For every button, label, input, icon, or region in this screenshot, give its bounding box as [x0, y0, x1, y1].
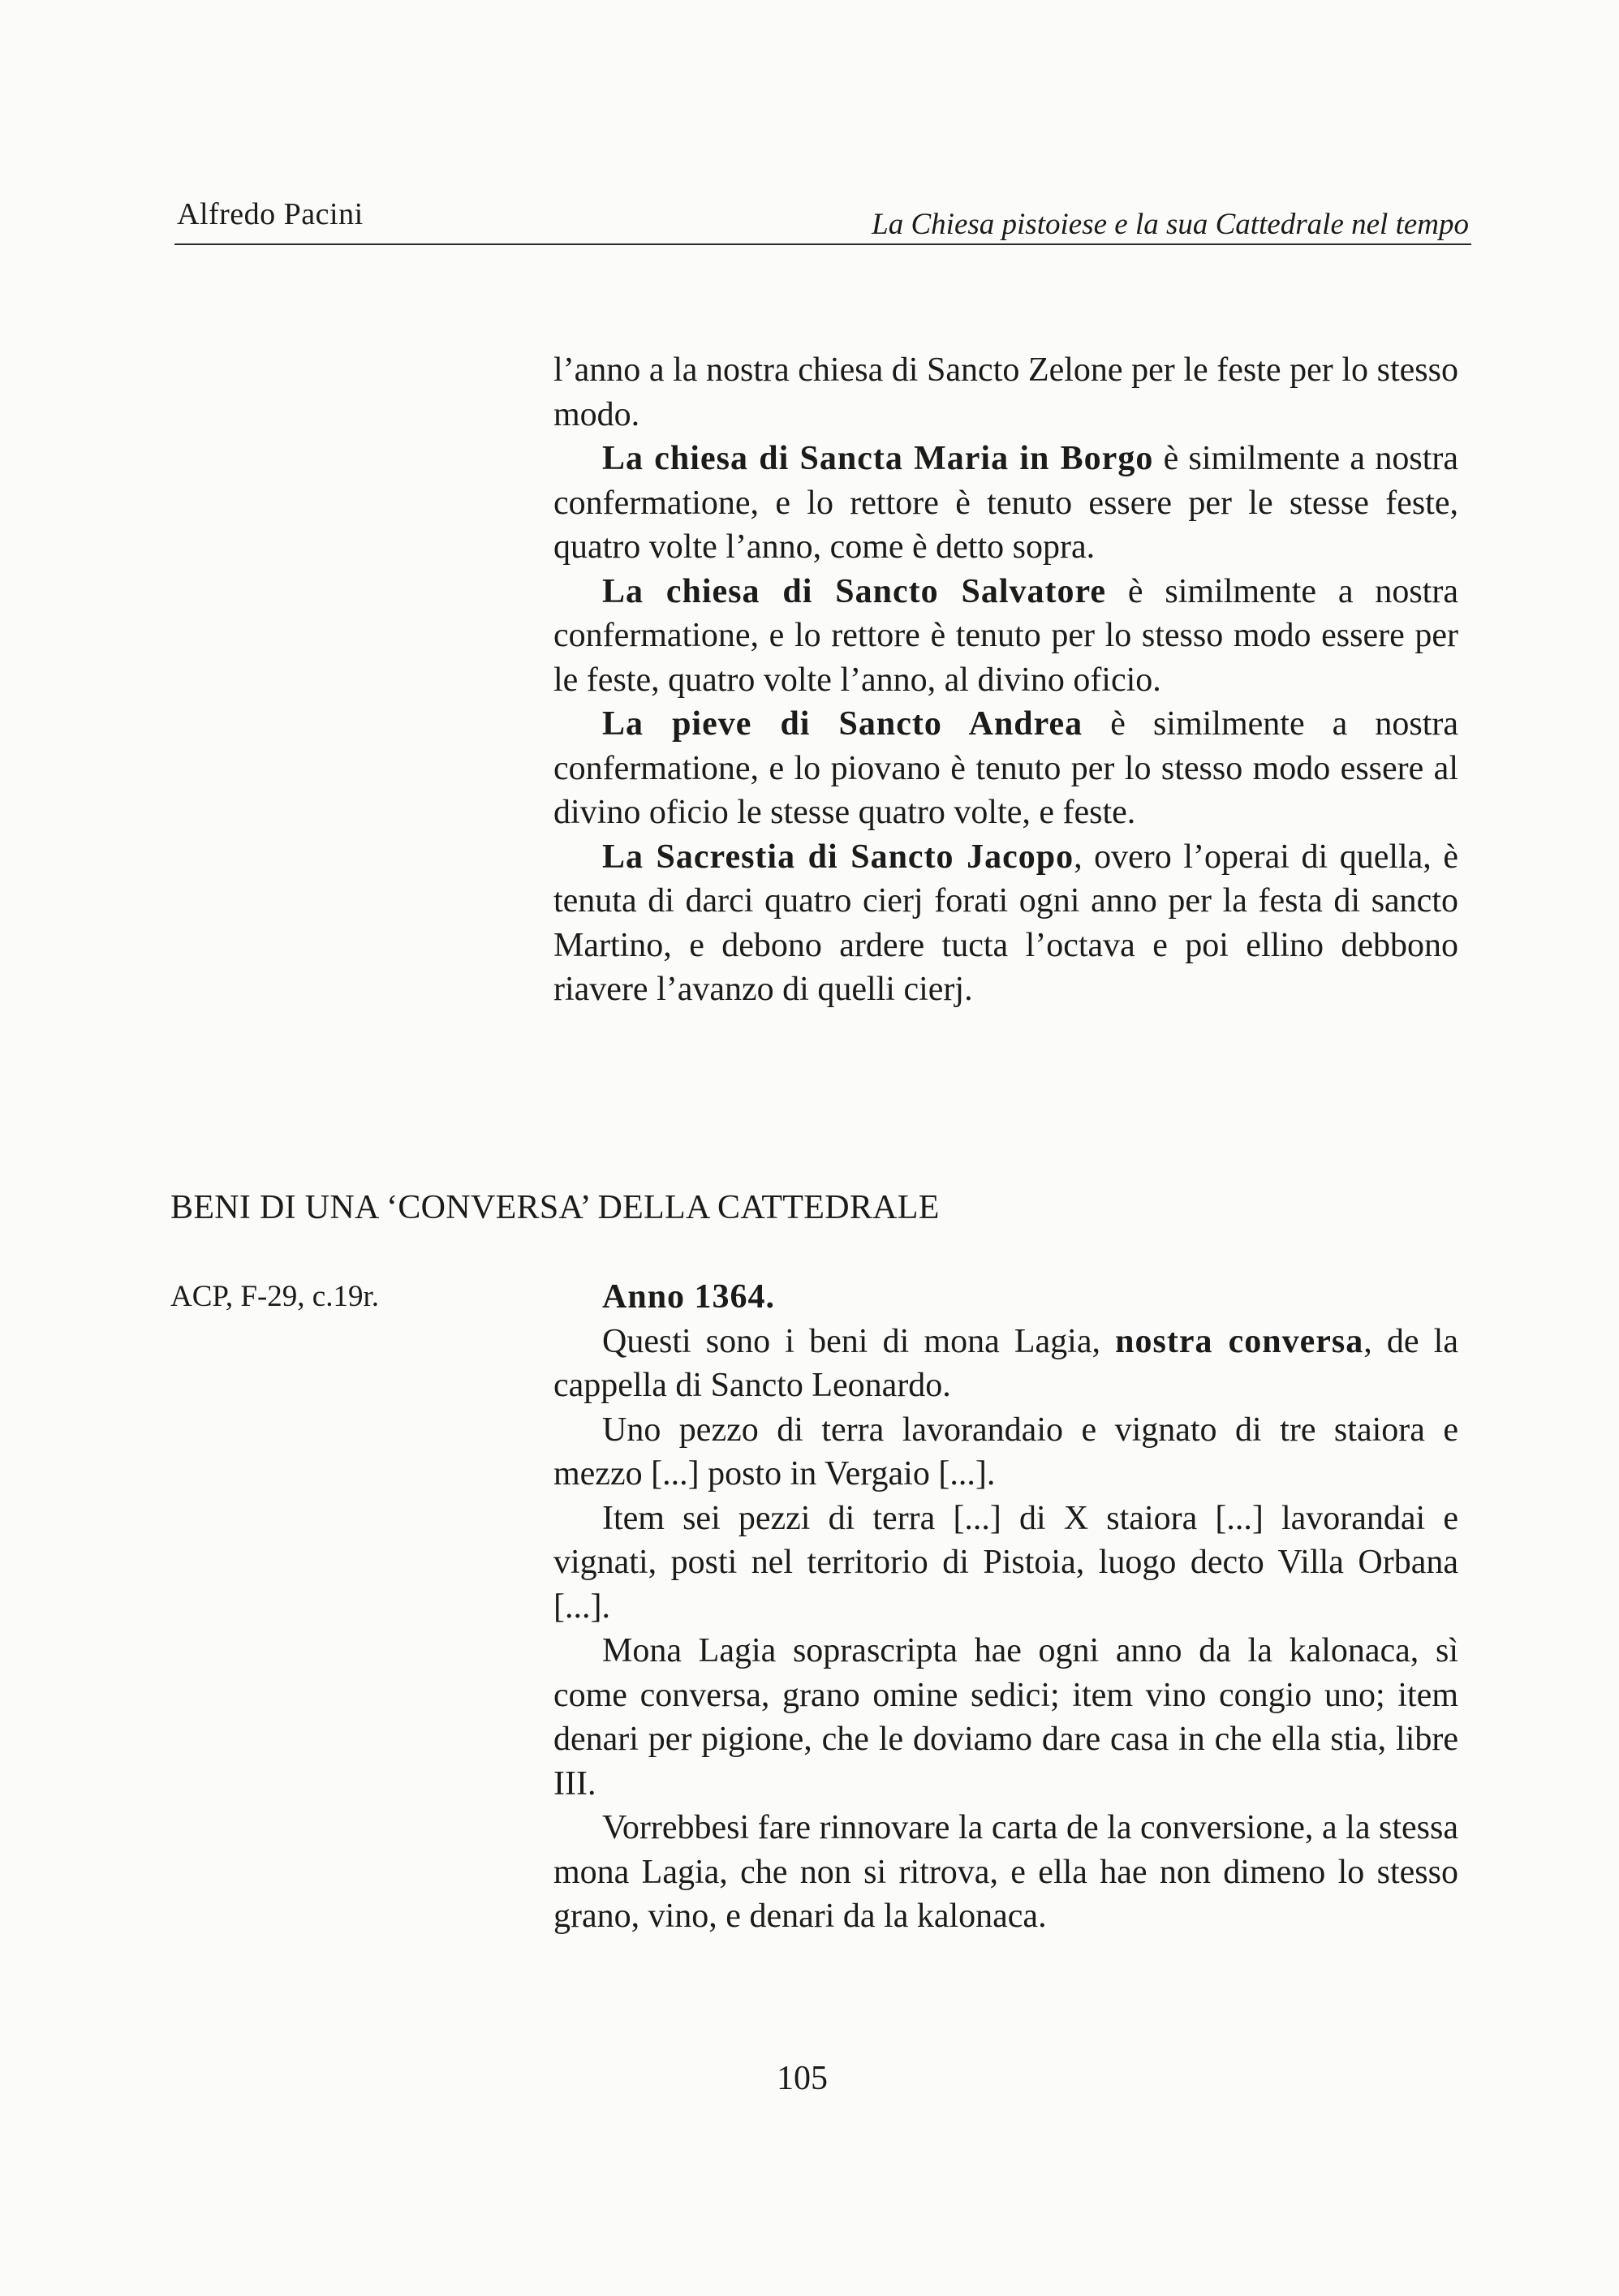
text-block-2 — [553, 1275, 1458, 1939]
header-author: Alfredo Pacini — [177, 197, 364, 231]
paragraph — [553, 348, 1458, 437]
paragraph-text: Vorrebbesi fare rinnovare la carta de la conversione, a la stessa mona Lagia, che non si ritrova, e ella hae non dimeno lo stesso grano, vino, e denari da la kalonaca. — [553, 1809, 1458, 1935]
paragraph-text: è similmente a nostra confermatione, e lo rettore è tenuto per lo stesso modo essere per le feste, quatro volte l’anno, al divino oficio. — [553, 572, 1458, 699]
paragraph-text: Mona Lagia soprascripta hae ogni anno da la kalonaca, sì come conversa, grano omine sedici; item vino congio uno; item denari per pigione, che le doviamo dare casa in che ella stia, libre III. — [553, 1632, 1458, 1803]
paragraph — [553, 835, 1458, 1012]
church-name: La pieve di Sancto Andrea — [602, 705, 1083, 743]
emphasis: nostra conversa — [1115, 1322, 1364, 1360]
paragraph — [553, 437, 1458, 570]
church-name: La chiesa di Sancta Maria in Borgo — [602, 440, 1154, 477]
paragraph-text: , de la cappella di Sancto Leonardo. — [553, 1322, 1458, 1404]
paragraph-text: l’anno a la nostra chiesa di Sancto Zelone per le feste per lo stesso modo. — [553, 351, 1458, 433]
header-rule — [174, 243, 1471, 245]
paragraph — [553, 702, 1458, 835]
paragraph — [553, 570, 1458, 703]
year-label: Anno 1364. — [602, 1278, 776, 1316]
paragraph — [553, 1629, 1458, 1806]
archive-reference: ACP, F-29, c.19r. — [170, 1280, 379, 1313]
church-name: La chiesa di Sancto Salvatore — [602, 572, 1106, 610]
text-block-1 — [553, 348, 1458, 1012]
paragraph — [553, 1806, 1458, 1939]
header-running-title: La Chiesa pistoiese e la sua Cattedrale nel tempo — [872, 208, 1469, 241]
paragraph-text: , overo l’operai di quella, è tenuta di darci quatro cierj forati ogni anno per la festa di sancto Martino, e debono ardere tucta l’octava e poi ellino debbono riavere l’avanzo di quelli cierj. — [553, 838, 1458, 1008]
paragraph-text: Item sei pezzi di terra [...] di X staiora [...] lavorandai e vignati, posti nel territorio di Pistoia, luogo decto Villa Orbana [...]. — [553, 1499, 1458, 1626]
paragraph-text: è similmente a nostra confermatione, e lo piovano è tenuto per lo stesso modo essere al divino oficio le stesse quatro volte, e feste. — [553, 705, 1458, 831]
paragraph — [553, 1408, 1458, 1497]
paragraph-text: è similmente a nostra confermatione, e lo rettore è tenuto essere per le stesse feste, quatro volte l’anno, come è detto sopra. — [553, 440, 1458, 566]
church-name: La Sacrestia di Sancto Jacopo — [602, 838, 1074, 876]
page-number: 105 — [777, 2060, 828, 2097]
section-heading: BENI DI UNA ‘CONVERSA’ DELLA CATTEDRALE — [170, 1189, 940, 1226]
paragraph-text: Questi sono i beni di mona Lagia, — [602, 1322, 1116, 1360]
paragraph-text: Uno pezzo di terra lavorandaio e vignato di tre staiora e mezzo [...] posto in Vergaio [...]. — [553, 1411, 1458, 1493]
paragraph — [553, 1497, 1458, 1630]
year-heading — [553, 1275, 1458, 1320]
paragraph — [553, 1320, 1458, 1408]
